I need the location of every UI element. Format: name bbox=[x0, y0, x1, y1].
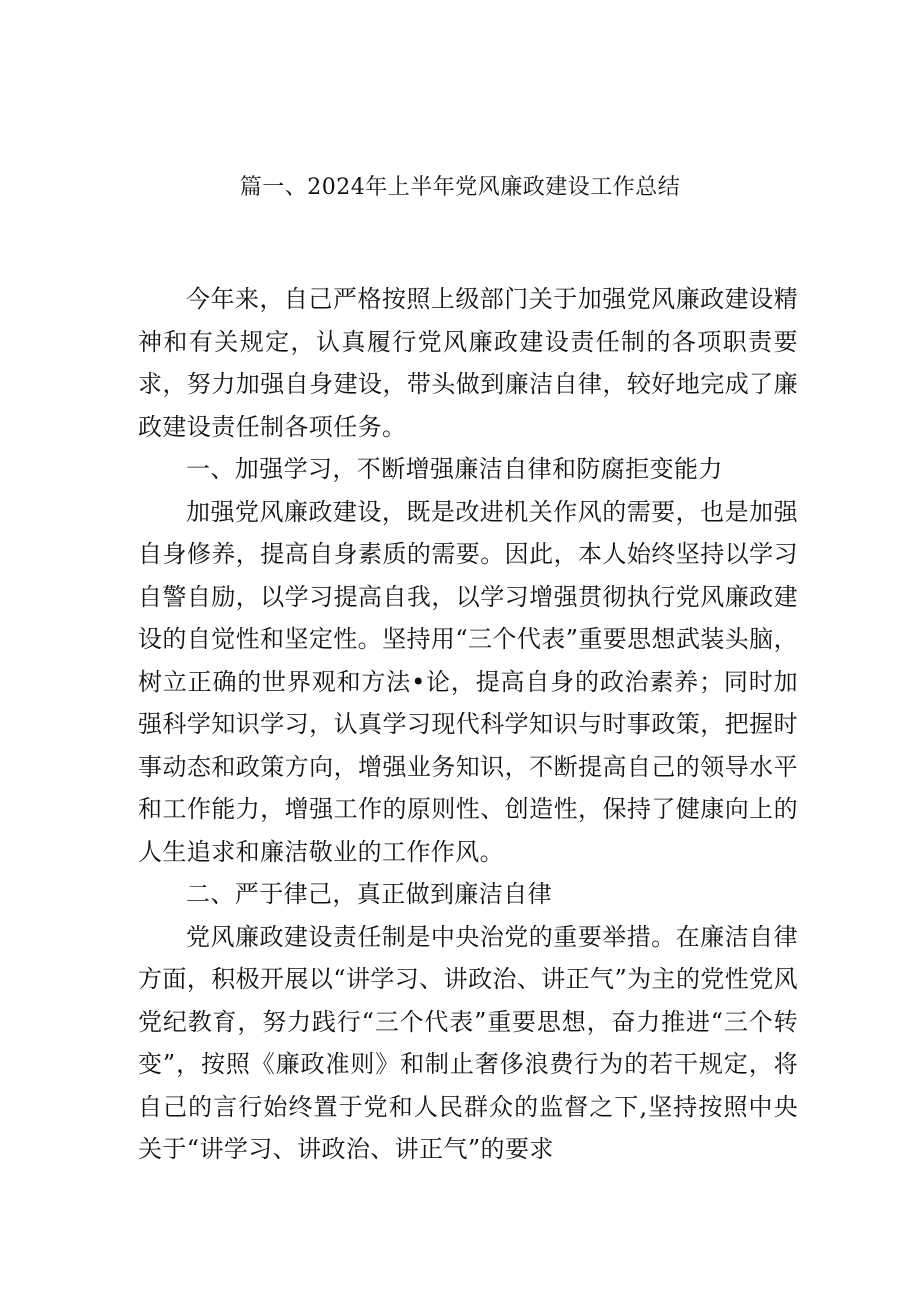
section-2-paragraph: 党风廉政建设责任制是中央治党的重要举措。在廉洁自律方面，积极开展以“讲学习、讲政治、讲正气”为主的党性党风党纪教育，努力践行“三个代表”重要思想，奋力推进“三个转变”，按照《廉政准则》和制止奢侈浪费行为的若干规定，将自己的言行始终置于党和人民群众的监督之下,坚持按照中央关于“讲学习、讲政治、讲正气”的要求 bbox=[138, 922, 798, 1163]
section-heading-1: 一、加强学习，不断增强廉洁自律和防腐拒变能力 bbox=[186, 455, 723, 483]
document-body bbox=[138, 278, 798, 1171]
document-title: 篇一、2024年上半年党风廉政建设工作总结 bbox=[239, 175, 681, 200]
section-1-paragraph: 加强党风廉政建设，既是改进机关作风的需要，也是加强自身修养，提高自身素质的需要。因此，本人始终坚持以学习自警自励，以学习提高自我，以学习增强贯彻执行党风廉政建设的自觉性和坚定性。坚持用“三个代表”重要思想武装头脑，树立正确的世界观和方法•论，提高自身的政治素养；同时加强科学知识学习，认真学习现代科学知识与时事政策，把握时事动态和政策方向，增强业务知识，不断提高自己的领导水平和工作能力，增强工作的原则性、创造性，保持了健康向上的人生追求和廉洁敬业的工作作风。 bbox=[138, 497, 798, 866]
intro-paragraph: 今年来，自己严格按照上级部门关于加强党风廉政建设精神和有关规定，认真履行党风廉政建设责任制的各项职责要求，努力加强自身建设，带头做到廉洁自律，较好地完成了廉政建设责任制各项任务。 bbox=[138, 285, 798, 441]
section-heading-2: 二、严于律己，真正做到廉洁自律 bbox=[186, 880, 552, 908]
